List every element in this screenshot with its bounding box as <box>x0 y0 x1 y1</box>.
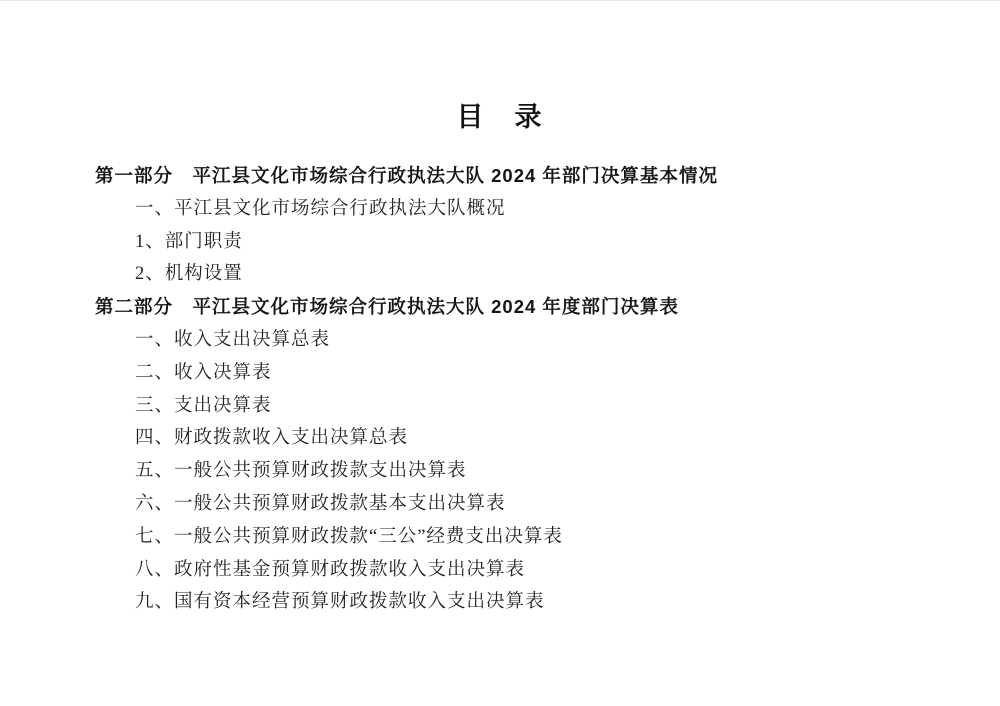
toc-part-heading: 第二部分 平江县文化市场综合行政执法大队 2024 年度部门决算表 <box>95 296 679 318</box>
toc-item: 1、部门职责 <box>135 231 243 252</box>
toc-item: 一、平江县文化市场综合行政执法大队概况 <box>135 198 506 219</box>
toc-item: 九、国有资本经营预算财政拨款收入支出决算表 <box>135 592 545 613</box>
toc-item: 六、一般公共预算财政拨款基本支出决算表 <box>135 493 506 514</box>
toc-item: 四、财政拨款收入支出决算总表 <box>135 428 409 449</box>
table-of-contents <box>0 160 1000 619</box>
toc-item: 2、机构设置 <box>135 264 243 285</box>
toc-item: 七、一般公共预算财政拨款“三公”经费支出决算表 <box>135 526 563 547</box>
page-title: 目 录 <box>456 102 544 132</box>
toc-item: 五、一般公共预算财政拨款支出决算表 <box>135 461 467 482</box>
toc-item: 二、收入决算表 <box>135 362 272 383</box>
toc-item: 一、收入支出决算总表 <box>135 329 331 350</box>
toc-part-heading: 第一部分 平江县文化市场综合行政执法大队 2024 年部门决算基本情况 <box>95 165 718 186</box>
toc-item: 八、政府性基金预算财政拨款收入支出决算表 <box>135 559 526 580</box>
toc-item: 三、支出决算表 <box>135 395 272 416</box>
